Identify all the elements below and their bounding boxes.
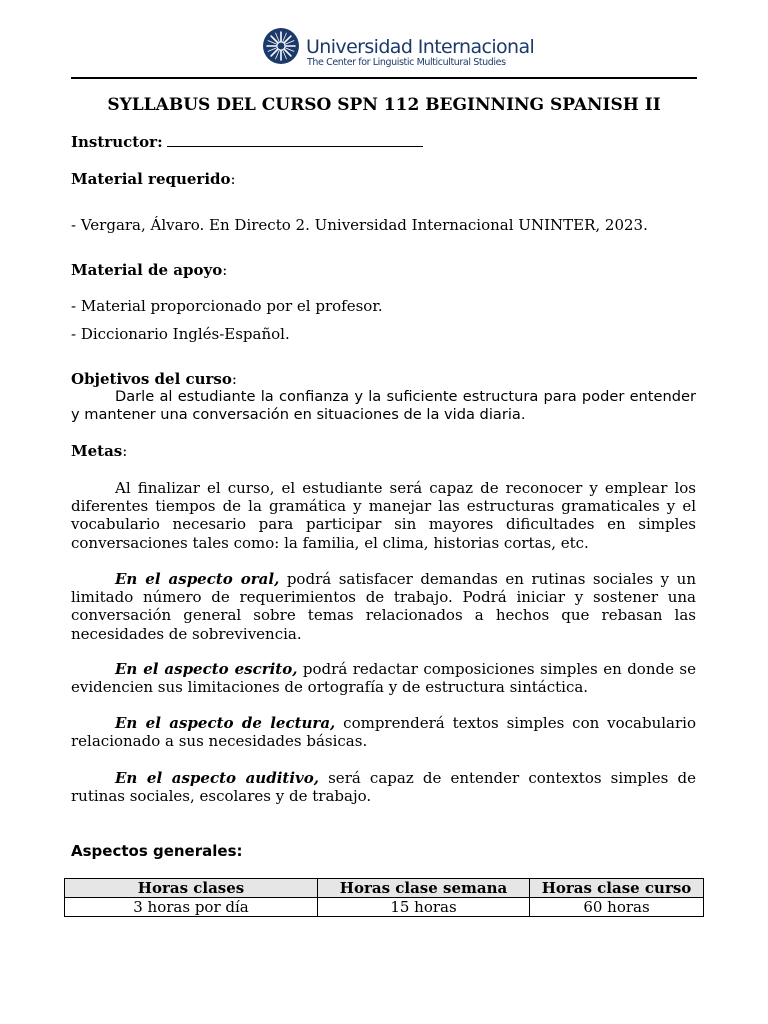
- metas-colon: :: [122, 442, 128, 460]
- aspectos-generales-table: [64, 878, 704, 917]
- table-row: [65, 898, 704, 917]
- metas-heading: [71, 442, 127, 460]
- material-apoyo-colon: :: [222, 261, 228, 279]
- objetivos-text: Darle al estudiante la confianza y la suficiente estructura para poder entender y mantener una conversación en situaciones de la vida diaria.: [71, 388, 696, 423]
- table-cell: 3 horas por día: [65, 898, 318, 917]
- table-header-cell: Horas clase semana: [318, 879, 530, 898]
- metas-intro: Al finalizar el curso, el estudiante será capaz de reconocer y emplear los diferentes tiempos de la gramática y manejar las estructuras gramaticales y el vocabulario necesario para participar sin mayores dificultades en simples conversaciones tales como: la familia, el clima, historias cortas, etc.: [71, 479, 696, 552]
- aspectos-generales-heading: Aspectos generales:: [71, 842, 243, 860]
- instructor-blank: [167, 134, 423, 147]
- material-apoyo-item: - Diccionario Inglés-Español.: [71, 325, 290, 343]
- aspect-auditivo-lead: En el aspecto auditivo,: [115, 769, 319, 787]
- objetivos-label: Objetivos del curso: [71, 370, 232, 388]
- header-divider: [71, 77, 697, 79]
- university-tagline: The Center for Linguistic Multicultural Studies: [307, 57, 506, 68]
- aspect-oral-lead: En el aspecto oral,: [115, 570, 280, 588]
- instructor-label: Instructor:: [71, 133, 163, 151]
- material-requerido-item: - Vergara, Álvaro. En Directo 2. Universidad Internacional UNINTER, 2023.: [71, 216, 648, 234]
- star-burst-logo-icon: [262, 27, 300, 65]
- material-requerido-label: Material requerido: [71, 170, 231, 188]
- material-apoyo-heading: [71, 261, 227, 279]
- objetivos-colon: :: [231, 370, 237, 388]
- aspect-auditivo-paragraph: [71, 769, 696, 805]
- material-requerido-colon: :: [230, 170, 236, 188]
- material-requerido-heading: [71, 170, 236, 188]
- aspect-oral-paragraph: [71, 570, 696, 643]
- table-header-cell: Horas clases: [65, 879, 318, 898]
- material-apoyo-item: - Material proporcionado por el profesor.: [71, 297, 383, 315]
- page-title: SYLLABUS DEL CURSO SPN 112 BEGINNING SPANISH II: [107, 95, 661, 115]
- table-cell: 15 horas: [318, 898, 530, 917]
- university-name: Universidad Internacional: [306, 36, 535, 58]
- aspect-escrito-paragraph: [71, 660, 696, 696]
- table-cell: 60 horas: [530, 898, 704, 917]
- aspect-auditivo-text: será capaz de entender contextos simples de rutinas sociales, escolares y de trabajo.: [71, 769, 696, 806]
- table-header-cell: Horas clase curso: [530, 879, 704, 898]
- objetivos-heading: [71, 370, 237, 388]
- aspect-lectura-paragraph: [71, 714, 696, 750]
- material-apoyo-label: Material de apoyo: [71, 261, 223, 279]
- table-header-row: [65, 879, 704, 898]
- aspect-escrito-text: podrá redactar composiciones simples en donde se evidencien sus limitaciones de ortografía y de estructura sintáctica.: [71, 660, 696, 697]
- instructor-line: [71, 133, 423, 151]
- university-header: [262, 27, 542, 69]
- aspect-lectura-text: comprenderá textos simples con vocabulario relacionado a sus necesidades básicas.: [71, 714, 696, 751]
- metas-label: Metas: [71, 442, 123, 460]
- aspect-lectura-lead: En el aspecto de lectura,: [115, 714, 336, 732]
- aspect-oral-text: podrá satisfacer demandas en rutinas sociales y un limitado número de requerimientos de trabajo. Podrá iniciar y sostener una conversación general sobre temas relacionados a hechos que rebasan las necesidades de sobrevivencia.: [71, 570, 696, 643]
- aspect-escrito-lead: En el aspecto escrito,: [115, 660, 298, 678]
